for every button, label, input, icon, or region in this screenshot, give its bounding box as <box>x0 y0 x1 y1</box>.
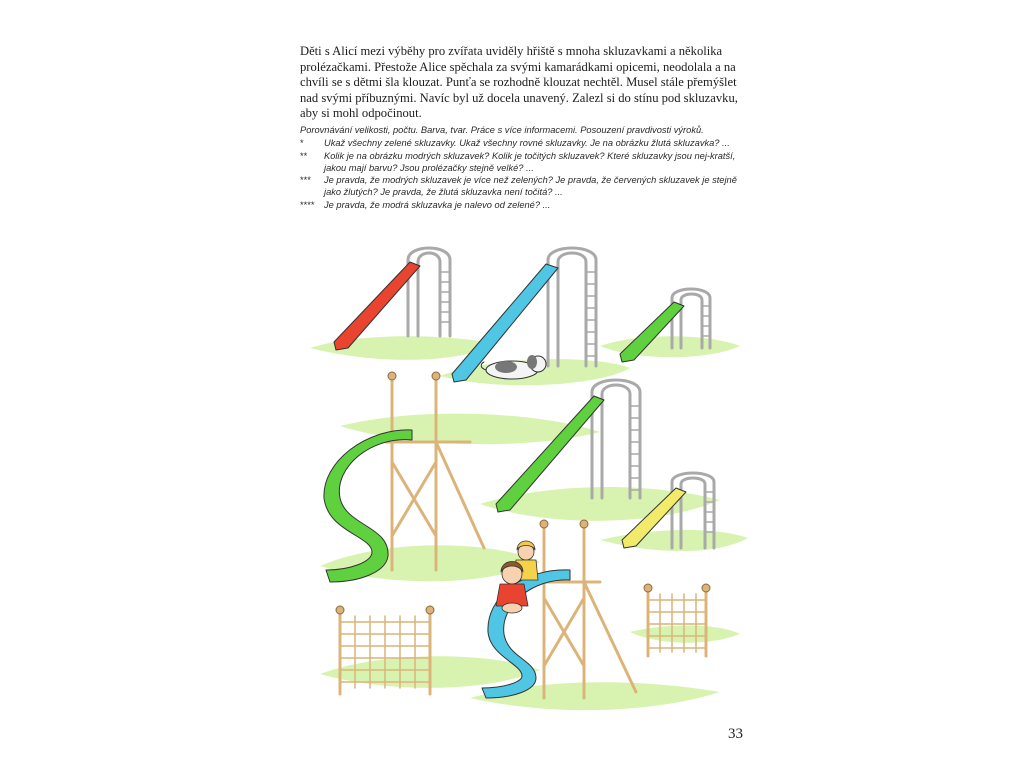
note-text: Je pravda, že modrá skluzavka je nalevo od zelené? ... <box>324 199 551 210</box>
page-number: 33 <box>728 726 743 742</box>
note-mark: *** <box>300 175 311 186</box>
note-row <box>300 199 740 211</box>
right-climbing-frame <box>644 584 710 656</box>
dog-spot <box>495 361 517 373</box>
boy-hands <box>502 603 522 613</box>
post-knob <box>644 584 652 592</box>
post-knob <box>388 372 396 380</box>
post-knob <box>702 584 710 592</box>
post-knob <box>540 520 548 528</box>
wooden-frame <box>386 376 484 570</box>
note-mark: **** <box>300 199 315 210</box>
note-row <box>300 150 740 175</box>
teacher-notes <box>300 124 740 211</box>
notes-heading: Porovnávání velikosti, počtu. Barva, tvar. Práce s více informacemi. Posouzení pravdivosti výroků. <box>300 125 704 135</box>
wooden-frame <box>538 524 636 698</box>
note-row <box>300 174 740 199</box>
note-row <box>300 137 740 149</box>
red-straight-slide <box>334 248 450 350</box>
note-mark: * <box>300 138 304 149</box>
post-knob <box>580 520 588 528</box>
post-knob <box>432 372 440 380</box>
note-text: Ukaž všechny zelené skluzavky. Ukaž všechny rovné skluzavky. Je na obrázku žlutá skluzavka? ... <box>324 138 730 149</box>
post-knob <box>336 606 344 614</box>
note-mark: ** <box>300 150 308 161</box>
dog-ear <box>527 355 537 369</box>
post-knob <box>426 606 434 614</box>
note-text: Kolik je na obrázku modrých skluzavek? Kolik je točitých skluzavek? Které skluzavky jsou nej-kratší, jakou mají barvu? Jsou prolézačky stejně velké? ... <box>324 150 736 173</box>
playground-illustration <box>300 236 760 716</box>
note-text: Je pravda, že modrých skluzavek je více než zelených? Je pravda, že červených skluzavek je stejně jako žlutých? Je pravda, že žlutá skluzavka není točitá? ... <box>324 175 737 198</box>
frame-grid <box>648 594 706 652</box>
story-paragraph: Děti s Alicí mezi výběhy pro zvířata uviděly hřiště s mnoha skluzavkami a několika prolézačkami. Přestože Alice spěchala za svými kamarádkami opicemi, neodolala a na chvíli se s dětmi šla klouzat. Punťa se rozhodně klouzat nechtěl. Musel stále přemýšlet nad svými příbuznými. Navíc byl už docela unavený. Zalezl si do stínu pod skluzavku, aby si mohl odpočinout. <box>300 44 738 121</box>
slide-ladder-frame <box>548 248 596 366</box>
